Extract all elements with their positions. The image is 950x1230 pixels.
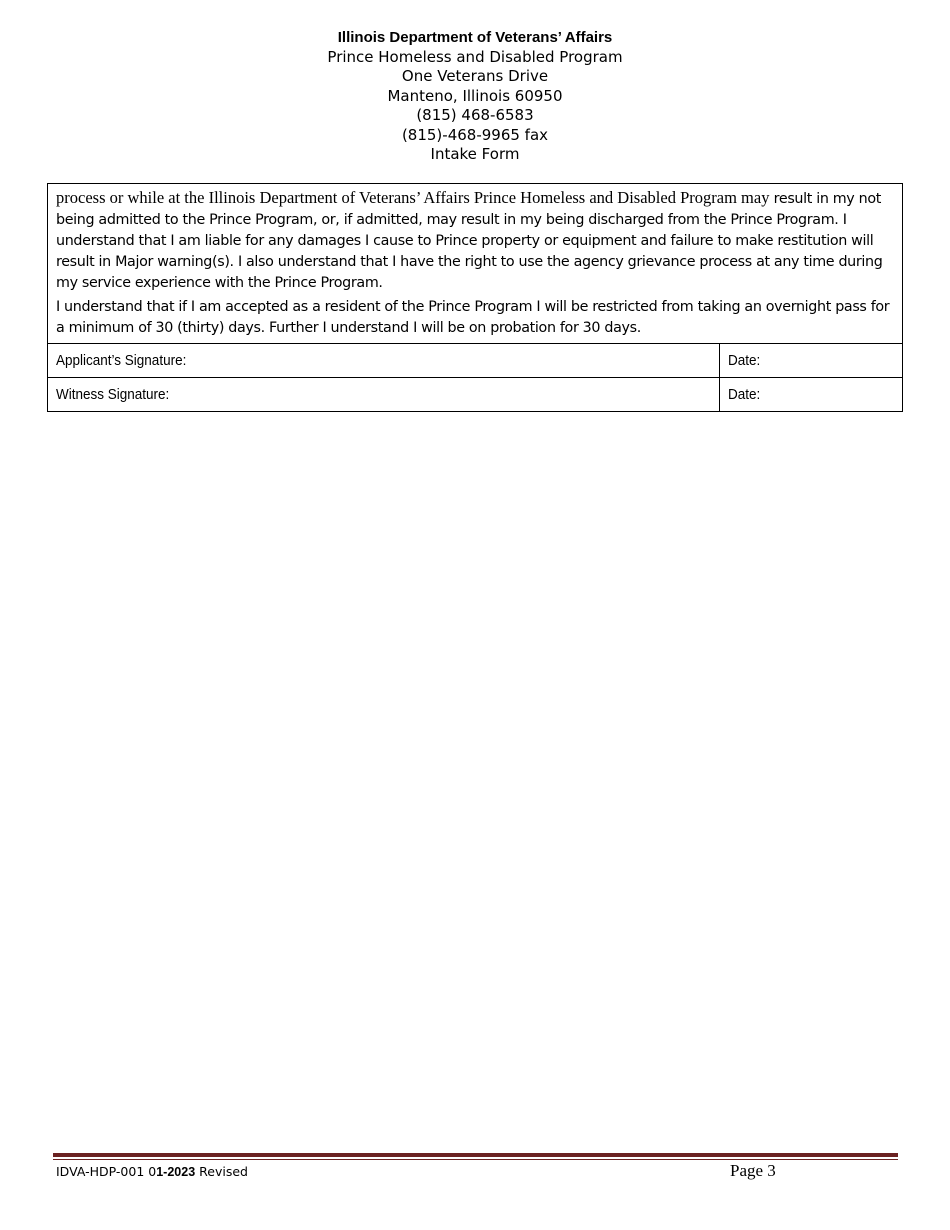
program-name: Prince Homeless and Disabled Program (327, 47, 623, 66)
applicant-date-label: Date: (728, 352, 761, 369)
revised-label: Revised (195, 1164, 248, 1179)
form-title: Intake Form (430, 145, 520, 163)
revision-date: 1-2023 (156, 1165, 196, 1179)
paragraph-2: I understand that if I am accepted as a resident of the Prince Program I will be restricted from taking an overnight pass for a minimum of 30 (thirty) days. Further I understand I will be on probation for 30 days. (56, 299, 890, 336)
applicant-signature-row (48, 343, 902, 377)
footer-divider-thick (53, 1153, 898, 1157)
form-revision (56, 1164, 248, 1179)
letterhead (0, 28, 950, 165)
fax: (815)-468-9965 fax (401, 125, 549, 144)
witness-signature-row (48, 377, 902, 411)
paragraph-1-first-line: process or while at the Illinois Department of Veterans’ Affairs Prince Homeless and Disabled Program may (56, 188, 770, 207)
witness-signature-label: Witness Signature: (56, 386, 170, 403)
paragraph-1 (56, 187, 894, 294)
agreement-text (48, 184, 902, 343)
form-id: IDVA-HDP-001 0 (56, 1164, 157, 1179)
applicant-signature-label: Applicant’s Signature: (56, 352, 187, 369)
witness-date-label: Date: (728, 386, 761, 403)
witness-signature-field[interactable] (48, 378, 720, 411)
city-address: Manteno, Illinois 60950 (387, 86, 563, 105)
street-address: One Veterans Drive (401, 67, 549, 85)
page-number: Page 3 (730, 1161, 776, 1180)
applicant-signature-field[interactable] (48, 344, 720, 377)
witness-date-field[interactable] (720, 378, 902, 411)
phone: (815) 468-6583 (416, 106, 534, 124)
org-name: Illinois Department of Veterans’ Affairs (337, 29, 613, 46)
applicant-date-field[interactable] (720, 344, 902, 377)
agreement-table (47, 183, 903, 412)
paragraph-1-rest: result in my not being admitted to the Prince Program, or, if admitted, may result in my being discharged from the Prince Program. I understand that I am liable for any damages I cause to Prince property or equipment and failure to make restitution will result in Major warning(s). I also understand that I have the right to use the agency grievance process at any time during my service experience with the Prince Program. (56, 191, 883, 291)
footer-divider-thin (53, 1159, 898, 1160)
